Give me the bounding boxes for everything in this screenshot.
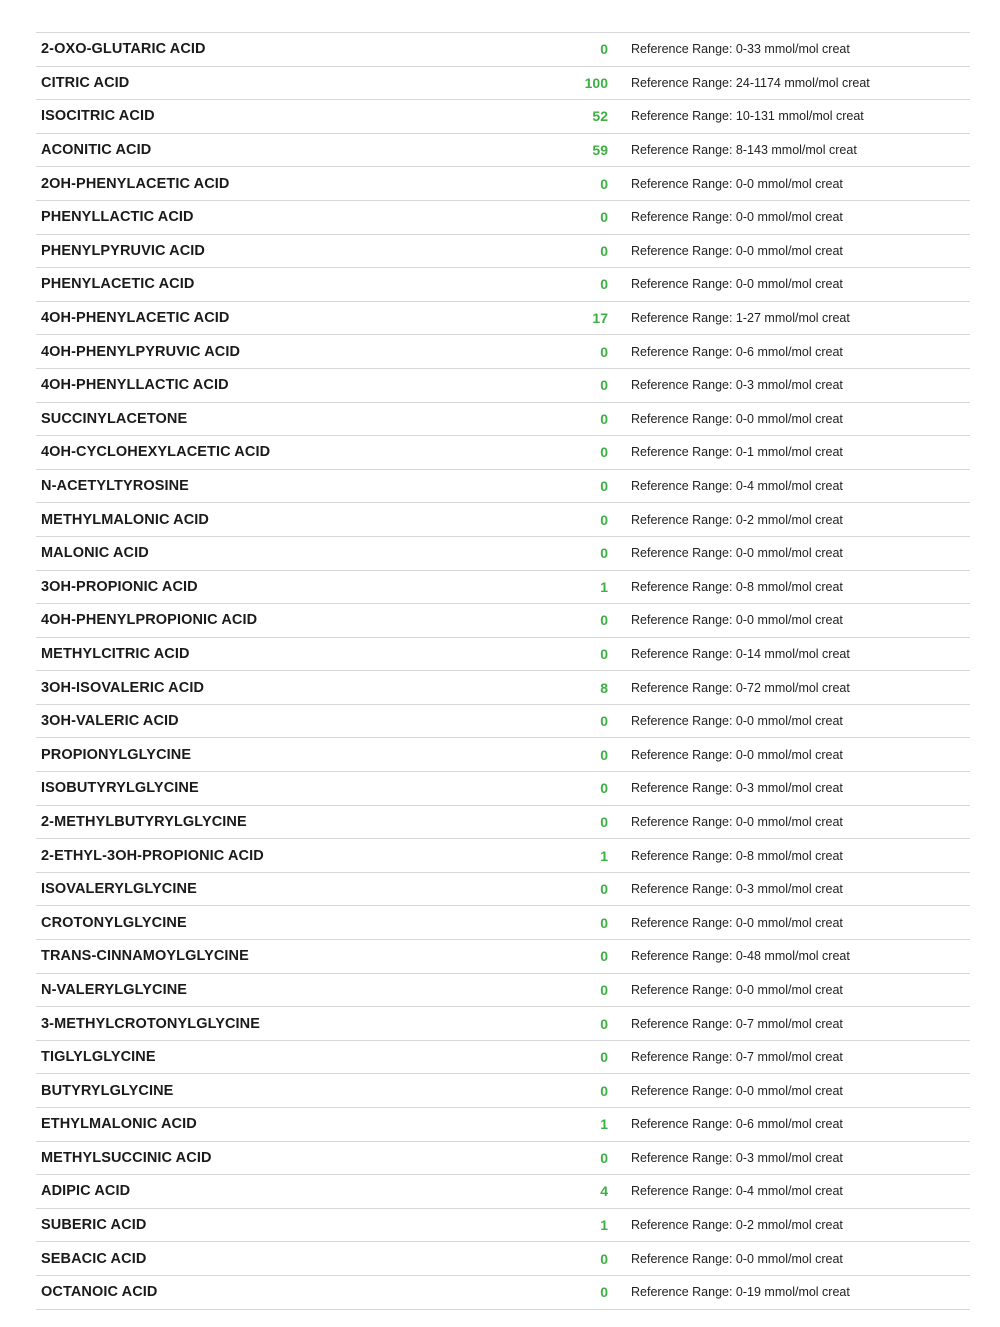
result-value: 1: [600, 1217, 608, 1234]
reference-range: Reference Range: 0-3 mmol/mol creat: [631, 378, 843, 393]
reference-range: Reference Range: 0-2 mmol/mol creat: [631, 512, 843, 527]
table-row: [36, 806, 970, 840]
analyte-name: METHYLMALONIC ACID: [41, 511, 209, 528]
analyte-name: PROPIONYLGLYCINE: [41, 746, 192, 763]
reference-range: Reference Range: 0-3 mmol/mol creat: [631, 1150, 843, 1165]
table-row: [36, 268, 970, 302]
result-value: 0: [600, 1049, 608, 1066]
table-row: [36, 100, 970, 134]
result-value: 0: [600, 1284, 608, 1301]
result-value: 0: [600, 981, 608, 998]
table-row: [36, 1175, 970, 1209]
table-row: [36, 705, 970, 739]
result-value: 1: [600, 1116, 608, 1133]
reference-range: Reference Range: 0-8 mmol/mol creat: [631, 848, 843, 863]
reference-range: Reference Range: 0-0 mmol/mol creat: [631, 714, 843, 729]
reference-range: Reference Range: 0-3 mmol/mol creat: [631, 781, 843, 796]
reference-range: Reference Range: 0-72 mmol/mol creat: [631, 680, 850, 695]
table-row: [36, 571, 970, 605]
table-row: [36, 134, 970, 168]
result-value: 0: [600, 410, 608, 427]
analyte-name: 2-METHYLBUTYRYLGLYCINE: [41, 813, 247, 830]
result-value: 52: [592, 108, 608, 125]
table-row: [36, 1041, 970, 1075]
reference-range: Reference Range: 0-0 mmol/mol creat: [631, 1251, 843, 1266]
analyte-name: OCTANOIC ACID: [41, 1284, 158, 1301]
reference-range: Reference Range: 0-3 mmol/mol creat: [631, 882, 843, 897]
table-row: [36, 839, 970, 873]
result-value: 0: [600, 209, 608, 226]
reference-range: Reference Range: 0-0 mmol/mol creat: [631, 1083, 843, 1098]
reference-range: Reference Range: 0-7 mmol/mol creat: [631, 1016, 843, 1031]
reference-range: Reference Range: 0-0 mmol/mol creat: [631, 982, 843, 997]
reference-range: Reference Range: 0-0 mmol/mol creat: [631, 915, 843, 930]
reference-range: Reference Range: 0-6 mmol/mol creat: [631, 1117, 843, 1132]
table-row: [36, 974, 970, 1008]
result-value: 0: [600, 478, 608, 495]
reference-range: Reference Range: 8-143 mmol/mol creat: [631, 143, 857, 158]
table-row: [36, 1209, 970, 1243]
result-value: 0: [600, 1250, 608, 1267]
analyte-name: SUCCINYLACETONE: [41, 410, 188, 427]
table-row: [36, 671, 970, 705]
reference-range: Reference Range: 0-8 mmol/mol creat: [631, 579, 843, 594]
result-value: 100: [584, 74, 608, 91]
result-value: 0: [600, 1082, 608, 1099]
reference-range: Reference Range: 0-7 mmol/mol creat: [631, 1050, 843, 1065]
table-row: [36, 873, 970, 907]
result-value: 0: [600, 511, 608, 528]
analyte-name: 4OH-PHENYLACETIC ACID: [41, 310, 230, 327]
analyte-name: 3OH-PROPIONIC ACID: [41, 578, 198, 595]
analyte-name: 4OH-CYCLOHEXYLACETIC ACID: [41, 444, 271, 461]
table-row: [36, 503, 970, 537]
analyte-name: 4OH-PHENYLLACTIC ACID: [41, 377, 229, 394]
result-value: 4: [600, 1183, 608, 1200]
reference-range: Reference Range: 10-131 mmol/mol creat: [631, 109, 864, 124]
analyte-name: 2OH-PHENYLACETIC ACID: [41, 175, 230, 192]
result-value: 0: [600, 377, 608, 394]
table-row: [36, 33, 970, 67]
result-value: 0: [600, 1015, 608, 1032]
analyte-name: 2-OXO-GLUTARIC ACID: [41, 41, 206, 58]
result-value: 0: [600, 713, 608, 730]
result-value: 0: [600, 343, 608, 360]
reference-range: Reference Range: 0-0 mmol/mol creat: [631, 747, 843, 762]
reference-range: Reference Range: 0-14 mmol/mol creat: [631, 646, 850, 661]
analyte-name: ISOVALERYLGLYCINE: [41, 881, 197, 898]
result-value: 0: [600, 948, 608, 965]
result-value: 0: [600, 746, 608, 763]
result-value: 0: [600, 41, 608, 58]
table-row: [36, 235, 970, 269]
result-value: 1: [600, 847, 608, 864]
result-value: 0: [600, 813, 608, 830]
analyte-name: PHENYLACETIC ACID: [41, 276, 195, 293]
analyte-name: BUTYRYLGLYCINE: [41, 1082, 174, 1099]
table-row: [36, 369, 970, 403]
result-value: 0: [600, 242, 608, 259]
analyte-name: N-VALERYLGLYCINE: [41, 981, 188, 998]
reference-range: Reference Range: 0-33 mmol/mol creat: [631, 42, 850, 57]
result-value: 8: [600, 679, 608, 696]
reference-range: Reference Range: 0-0 mmol/mol creat: [631, 613, 843, 628]
table-row: [36, 302, 970, 336]
table-row: [36, 167, 970, 201]
table-row: [36, 537, 970, 571]
result-value: 0: [600, 175, 608, 192]
table-row: [36, 1108, 970, 1142]
reference-range: Reference Range: 1-27 mmol/mol creat: [631, 311, 850, 326]
reference-range: Reference Range: 24-1174 mmol/mol creat: [631, 75, 870, 90]
analyte-name: TIGLYLGLYCINE: [41, 1049, 156, 1066]
analyte-name: CITRIC ACID: [41, 74, 130, 91]
table-row: [36, 67, 970, 101]
table-row: [36, 1142, 970, 1176]
reference-range: Reference Range: 0-0 mmol/mol creat: [631, 546, 843, 561]
reference-range: Reference Range: 0-4 mmol/mol creat: [631, 1184, 843, 1199]
analyte-name: 3-METHYLCROTONYLGLYCINE: [41, 1015, 261, 1032]
analyte-name: 3OH-VALERIC ACID: [41, 713, 179, 730]
analyte-name: METHYLSUCCINIC ACID: [41, 1149, 212, 1166]
analyte-name: MALONIC ACID: [41, 545, 149, 562]
analyte-name: 3OH-ISOVALERIC ACID: [41, 679, 205, 696]
table-row: [36, 1074, 970, 1108]
result-value: 0: [600, 914, 608, 931]
result-value: 0: [600, 881, 608, 898]
analyte-name: METHYLCITRIC ACID: [41, 645, 190, 662]
result-value: 0: [600, 645, 608, 662]
result-value: 17: [592, 310, 608, 327]
analyte-name: ETHYLMALONIC ACID: [41, 1116, 197, 1133]
reference-range: Reference Range: 0-0 mmol/mol creat: [631, 243, 843, 258]
result-value: 0: [600, 276, 608, 293]
analyte-name: ISOCITRIC ACID: [41, 108, 155, 125]
analyte-name: ADIPIC ACID: [41, 1183, 131, 1200]
reference-range: Reference Range: 0-2 mmol/mol creat: [631, 1218, 843, 1233]
table-row: [36, 940, 970, 974]
analyte-name: ACONITIC ACID: [41, 142, 152, 159]
analyte-name: PHENYLLACTIC ACID: [41, 209, 194, 226]
analyte-name: CROTONYLGLYCINE: [41, 914, 187, 931]
results-table: [36, 32, 970, 1310]
table-row: [36, 403, 970, 437]
table-row: [36, 906, 970, 940]
reference-range: Reference Range: 0-4 mmol/mol creat: [631, 479, 843, 494]
result-value: 59: [592, 142, 608, 159]
reference-range: Reference Range: 0-1 mmol/mol creat: [631, 445, 843, 460]
table-row: [36, 1007, 970, 1041]
analyte-name: SUBERIC ACID: [41, 1217, 147, 1234]
reference-range: Reference Range: 0-0 mmol/mol creat: [631, 277, 843, 292]
table-row: [36, 638, 970, 672]
analyte-name: N-ACETYLTYROSINE: [41, 478, 189, 495]
table-row: [36, 1242, 970, 1276]
reference-range: Reference Range: 0-0 mmol/mol creat: [631, 176, 843, 191]
table-row: [36, 772, 970, 806]
result-value: 0: [600, 444, 608, 461]
analyte-name: 4OH-PHENYLPROPIONIC ACID: [41, 612, 258, 629]
table-row: [36, 201, 970, 235]
table-row: [36, 1276, 970, 1310]
analyte-name: ISOBUTYRYLGLYCINE: [41, 780, 199, 797]
result-value: 0: [600, 545, 608, 562]
analyte-name: 4OH-PHENYLPYRUVIC ACID: [41, 343, 241, 360]
analyte-name: TRANS-CINNAMOYLGLYCINE: [41, 948, 249, 965]
reference-range: Reference Range: 0-0 mmol/mol creat: [631, 814, 843, 829]
reference-range: Reference Range: 0-6 mmol/mol creat: [631, 344, 843, 359]
table-row: [36, 604, 970, 638]
table-row: [36, 738, 970, 772]
reference-range: Reference Range: 0-0 mmol/mol creat: [631, 210, 843, 225]
result-value: 1: [600, 578, 608, 595]
table-row: [36, 436, 970, 470]
reference-range: Reference Range: 0-0 mmol/mol creat: [631, 411, 843, 426]
result-value: 0: [600, 612, 608, 629]
analyte-name: SEBACIC ACID: [41, 1250, 147, 1267]
analyte-name: 2-ETHYL-3OH-PROPIONIC ACID: [41, 847, 264, 864]
result-value: 0: [600, 780, 608, 797]
analyte-name: PHENYLPYRUVIC ACID: [41, 242, 206, 259]
reference-range: Reference Range: 0-48 mmol/mol creat: [631, 949, 850, 964]
result-value: 0: [600, 1149, 608, 1166]
table-row: [36, 335, 970, 369]
table-row: [36, 470, 970, 504]
reference-range: Reference Range: 0-19 mmol/mol creat: [631, 1285, 850, 1300]
